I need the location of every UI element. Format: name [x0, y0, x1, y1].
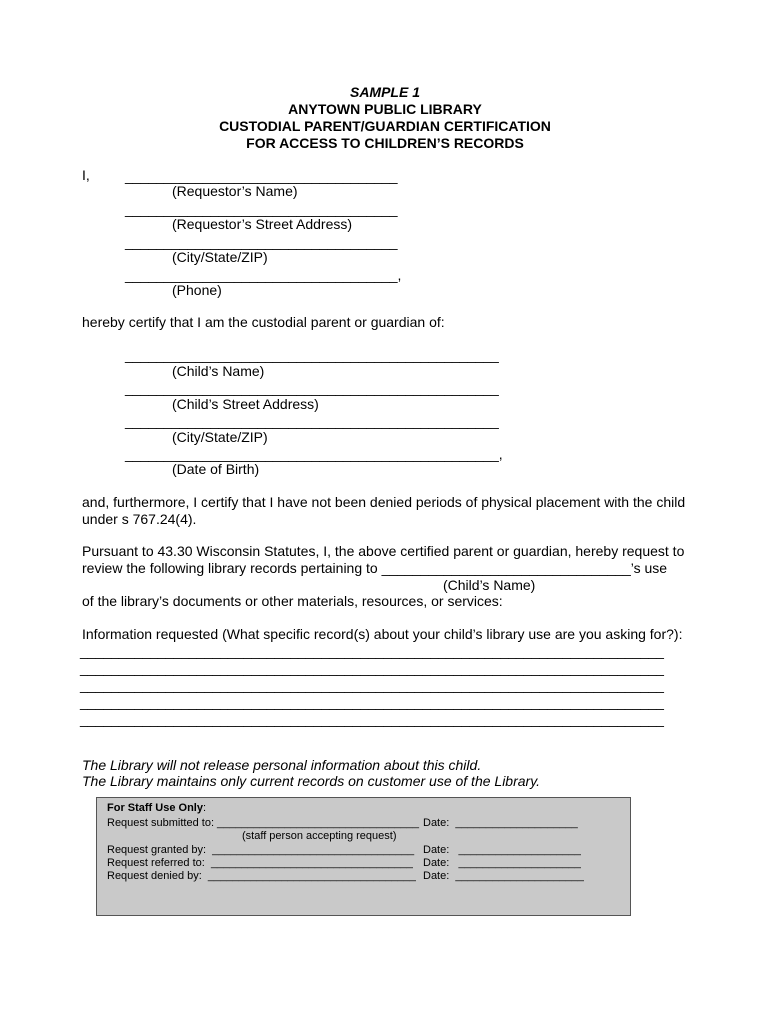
requestor-name-line[interactable]: ___________________________________: [125, 168, 398, 184]
requestor-name-label: (Requestor’s Name): [172, 183, 298, 199]
child-dob-label: (Date of Birth): [172, 461, 260, 477]
information-line[interactable]: ___________________________________________________________________________: [80, 677, 664, 693]
request-granted-field[interactable]: Request granted by: _________________________________: [107, 844, 415, 856]
pursuant-text-line2: review the following library records pertaining to ________________________________’s use: [82, 560, 668, 576]
information-line[interactable]: ___________________________________________________________________________: [80, 711, 664, 727]
records-note: The Library maintains only current records on customer use of the Library.: [82, 773, 541, 789]
placement-text-line2: under s 767.24(4).: [82, 511, 197, 527]
child-street-line[interactable]: ________________________________________________: [125, 380, 499, 396]
requestor-street-line[interactable]: ___________________________________: [125, 201, 398, 217]
requestor-city-line[interactable]: ___________________________________: [125, 234, 398, 250]
requestor-prefix: I,: [82, 167, 90, 183]
child-name-line[interactable]: ________________________________________________: [125, 347, 499, 363]
staff-heading-colon: :: [202, 802, 207, 814]
requestor-phone-line[interactable]: ___________________________________,: [125, 267, 402, 283]
staff-use-box: [96, 797, 631, 916]
pursuant-text-line1: Pursuant to 43.30 Wisconsin Statutes, I, the above certified parent or guardian, hereby request to: [82, 543, 685, 559]
information-line[interactable]: ___________________________________________________________________________: [80, 643, 664, 659]
placement-text-line1: and, furthermore, I certify that I have not been denied periods of physical placement with the child: [82, 494, 686, 510]
child-city-label: (City/State/ZIP): [172, 429, 268, 445]
referred-date-field[interactable]: Date: ____________________: [423, 857, 581, 869]
request-submitted-field[interactable]: Request submitted to: _________________________________: [107, 817, 419, 829]
child-street-label: (Child’s Street Address): [172, 396, 319, 412]
granted-date-field[interactable]: Date: ____________________: [423, 844, 581, 856]
certify-statement: hereby certify that I am the custodial parent or guardian of:: [82, 314, 445, 330]
sample-heading: SAMPLE 1: [349, 84, 420, 100]
requestor-street-label: (Requestor’s Street Address): [172, 216, 353, 232]
staff-heading: [107, 802, 206, 815]
certification-title: CUSTODIAL PARENT/GUARDIAN CERTIFICATION: [219, 118, 551, 134]
pursuant-text-line3: of the library’s documents or other materials, resources, or services:: [82, 593, 503, 609]
staff-accepting-label: (staff person accepting request): [242, 830, 397, 842]
requestor-city-label: (City/State/ZIP): [172, 249, 268, 265]
information-question: Information requested (What specific record(s) about your child’s library use are you asking for?):: [82, 626, 683, 642]
child-dob-line[interactable]: ________________________________________________,: [125, 446, 503, 462]
child-name-label: (Child’s Name): [172, 363, 265, 379]
child-city-line[interactable]: ________________________________________________: [125, 413, 499, 429]
staff-heading-text: For Staff Use Only: [107, 802, 203, 814]
pursuant-child-label: (Child’s Name): [443, 577, 536, 593]
denied-date-field[interactable]: Date: _____________________: [423, 870, 584, 882]
form-subtitle: FOR ACCESS TO CHILDREN’S RECORDS: [246, 135, 524, 151]
information-line[interactable]: ___________________________________________________________________________: [80, 694, 664, 710]
library-name: ANYTOWN PUBLIC LIBRARY: [288, 101, 482, 117]
request-denied-field[interactable]: Request denied by: __________________________________: [107, 870, 416, 882]
information-line[interactable]: ___________________________________________________________________________: [80, 660, 664, 676]
request-referred-field[interactable]: Request referred to: _________________________________: [107, 857, 413, 869]
submitted-date-field[interactable]: Date: ____________________: [423, 817, 578, 829]
privacy-note: The Library will not release personal information about this child.: [82, 757, 482, 773]
requestor-phone-label: (Phone): [172, 282, 222, 298]
